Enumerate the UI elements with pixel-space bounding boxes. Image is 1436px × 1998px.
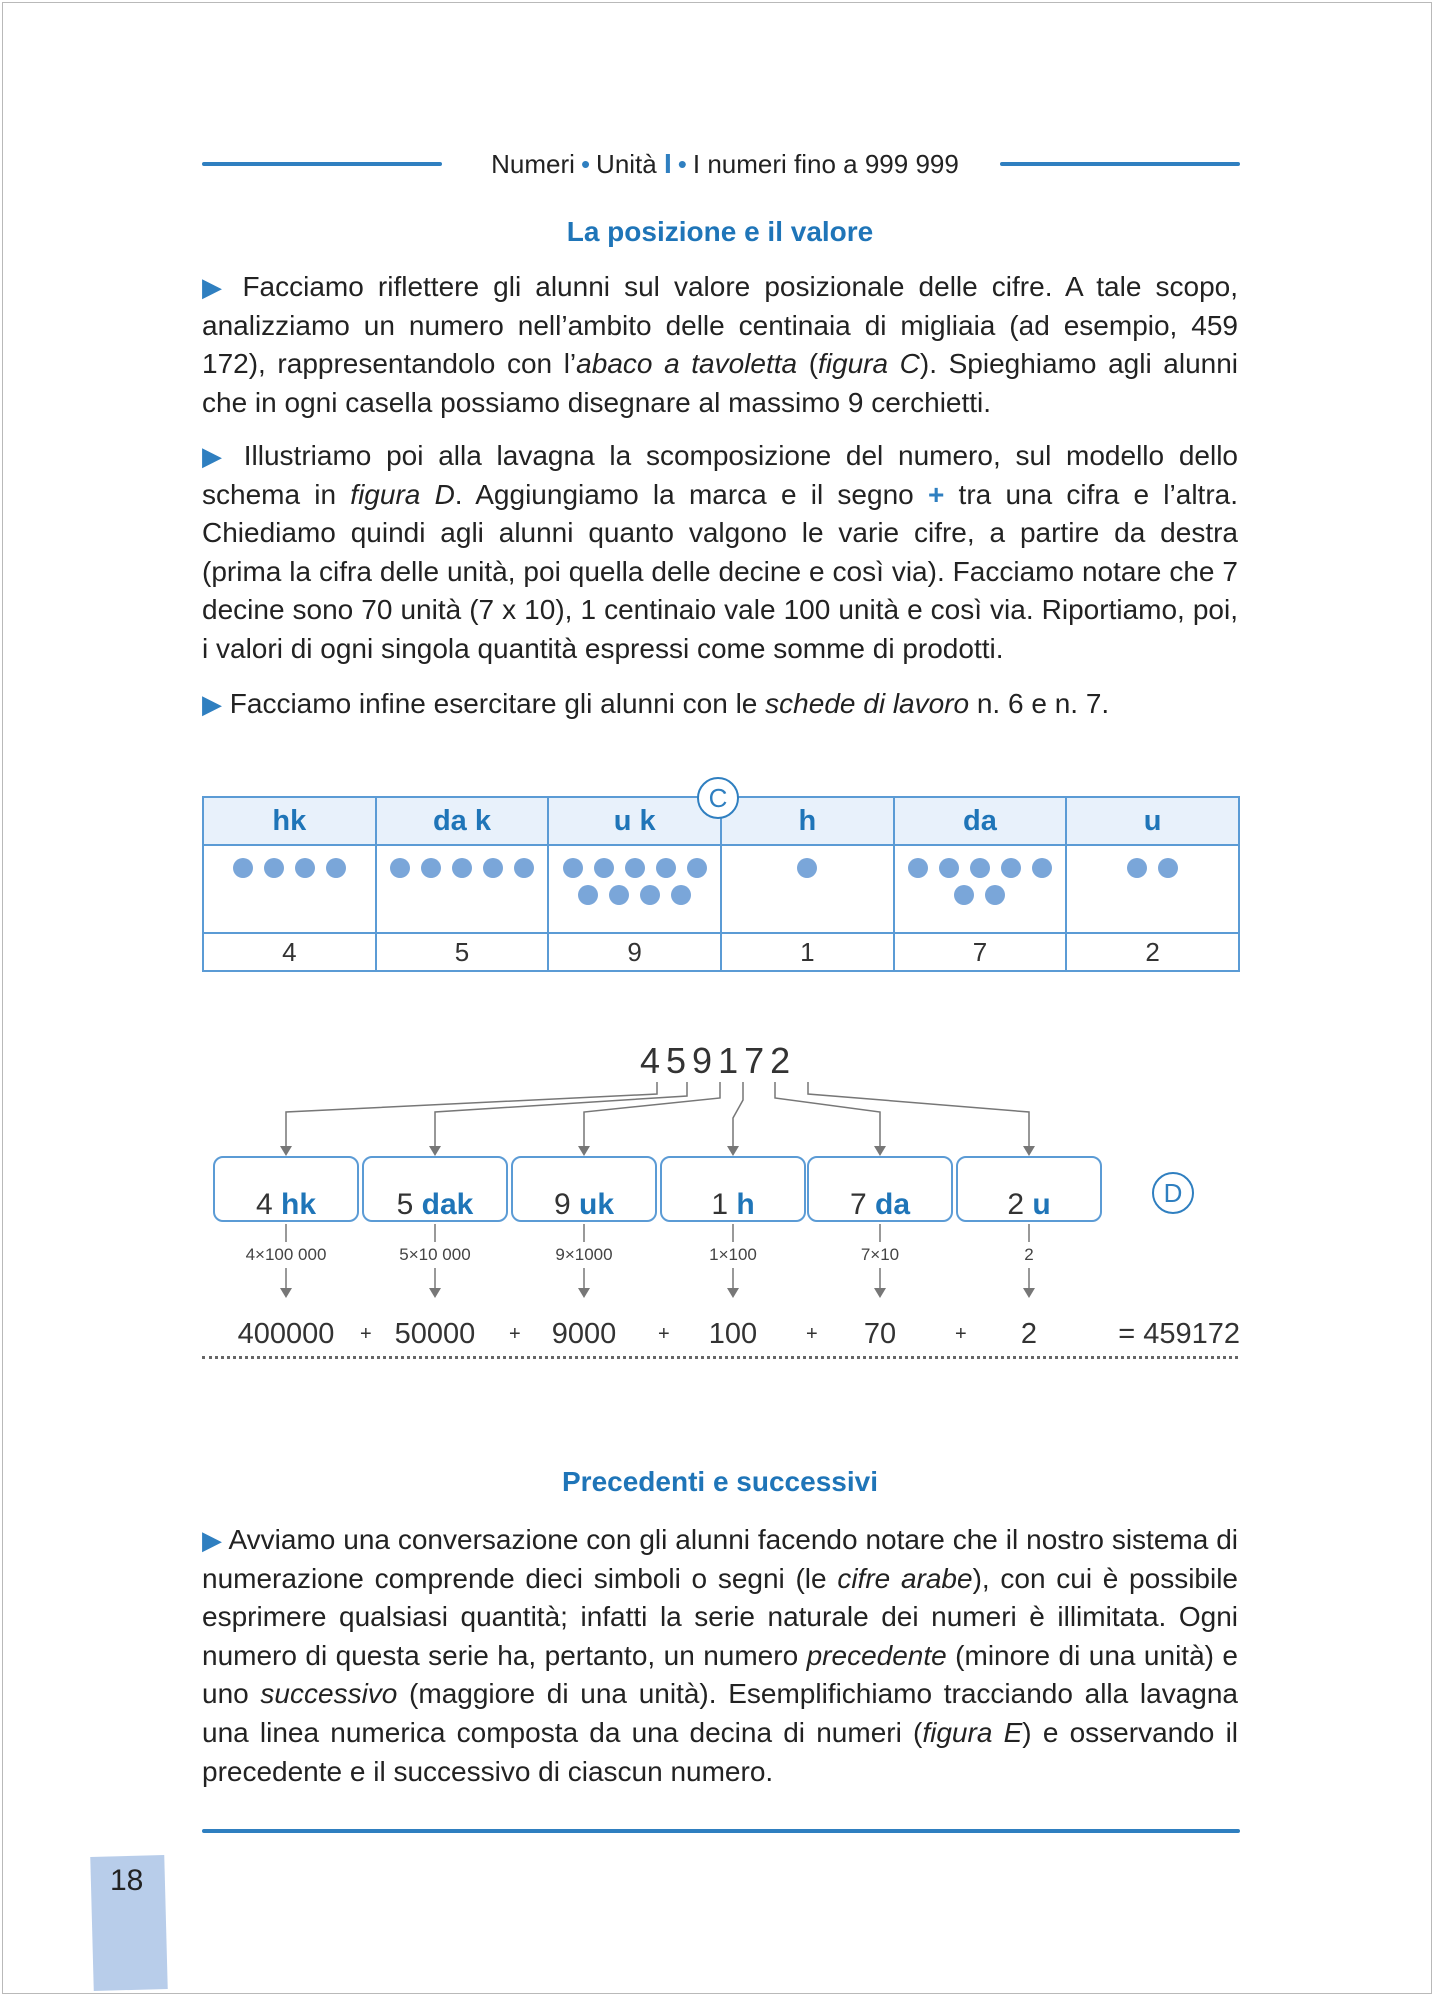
sum-result: = 459172 [1118, 1318, 1240, 1350]
box-unit: h [736, 1188, 755, 1221]
place-value-box [807, 1156, 953, 1222]
text: Facciamo riflettere gli alunni sul valore posizionale delle cifre. A tale scopo, analizziamo un numero nell’ambito delle centinaia di migliaia (ad esempio, 459 172), rappresentandolo con l’ [202, 271, 1239, 380]
box-digit: 9 [553, 1188, 571, 1221]
dotted-separator [202, 1356, 1238, 1359]
abacus-digit-cell: 4 [203, 933, 376, 971]
abacus-header-cell: h [721, 797, 894, 845]
multiplication-label: 1×100 [709, 1245, 757, 1264]
sum-plus: + [806, 1323, 818, 1345]
box-digit: 5 [396, 1188, 414, 1221]
multiplication-label: 5×10 000 [399, 1245, 471, 1264]
text: tra una cifra e l’altra. Chiediamo quindi agli alunni quanto valgono le varie cifre, a partire da destra (prima la cifra delle unità, poi quella delle decine e così via). Facciamo notare che 7 decine sono 70 unità (7 x 10), 1 centinaio vale 100 unità e così via. Riportiamo, poi, i valori di ogni singola quantità espressi come somme di prodotti. [202, 478, 1238, 664]
sum-plus: + [360, 1323, 372, 1345]
text: ), con cui è possibile esprimere qualsiasi quantità; infatti la serie naturale dei numeri è illimitata. Ogni numero di questa serie ha, pertanto, un numero [202, 1562, 1238, 1671]
text-italic: cifre arabe [837, 1562, 973, 1594]
header-unit: Unità [596, 149, 657, 179]
text: ) e osservando il precedente e il successivo di ciascun numero. [202, 1716, 1239, 1787]
section-title-predecessors: Precedenti e successivi [562, 1466, 878, 1497]
place-value-box [956, 1156, 1102, 1222]
sum-term: 70 [863, 1318, 897, 1350]
abacus-digit-cell: 5 [376, 933, 549, 971]
text-italic: figura D [350, 478, 455, 510]
running-header: Numeri • Unità I • I numeri fino a 999 999 [491, 148, 959, 179]
header-unit-number: I [663, 148, 672, 179]
header-section: Numeri [491, 149, 575, 179]
place-value-box [660, 1156, 806, 1222]
place-value-box [362, 1156, 508, 1222]
sum-plus: + [658, 1323, 670, 1345]
sum-term: 2 [1020, 1318, 1038, 1350]
bullet-triangle-icon: ▶ [202, 272, 229, 302]
box-digit: 7 [849, 1188, 867, 1221]
box-unit: dak [421, 1188, 474, 1221]
abacus-header-cell: da [894, 797, 1067, 845]
text: . Aggiungiamo la marca e il segno [454, 478, 928, 510]
multiplication-label: 4×100 000 [245, 1245, 327, 1264]
sum-term: 50000 [394, 1318, 476, 1350]
paragraph-4 [202, 1521, 1238, 1791]
box-unit: u [1032, 1188, 1051, 1221]
abacus-digit-cell: 9 [548, 933, 721, 971]
text: (maggiore di una unità). Esemplifichiamo tracciando alla lavagna una linea numerica composta da una decina di numeri ( [202, 1678, 1238, 1748]
abacus-header-cell: u [1066, 797, 1239, 845]
box-unit: da [875, 1188, 911, 1221]
page-number: 18 [110, 1864, 144, 1897]
sum-term: 100 [708, 1318, 758, 1350]
section-title-position-value: La posizione e il valore [566, 216, 874, 247]
box-unit: uk [579, 1188, 615, 1221]
abacus-digit-cell: 7 [894, 933, 1067, 971]
text-italic: successivo [260, 1678, 398, 1710]
decomposed-number: 459172 [640, 1040, 797, 1081]
text: Facciamo infine esercitare gli alunni con le [229, 688, 766, 719]
text: n. 6 e n. 7. [969, 688, 1110, 719]
text: ). Spieghiamo agli alunni che in ogni casella possiamo disegnare al massimo 9 cerchietti. [202, 348, 1239, 418]
box-digit: 2 [1007, 1188, 1024, 1221]
bullet-triangle-icon: ▶ [202, 1525, 223, 1555]
abacus-header-cell: hk [203, 797, 376, 845]
sum-term: 400000 [237, 1318, 335, 1350]
multiplication-label: 9×1000 [555, 1245, 613, 1264]
multiplication-label: 7×10 [860, 1245, 900, 1264]
box-digit: 1 [711, 1188, 728, 1221]
place-value-box [213, 1156, 359, 1222]
figure-c-label: C [697, 777, 739, 819]
place-value-box [511, 1156, 657, 1222]
abacus-header-cell: u k [548, 797, 721, 845]
sum-plus: + [509, 1323, 521, 1345]
multiplication-label: 2 [1024, 1245, 1034, 1264]
footer-rule [202, 1829, 1240, 1833]
box-digit: 4 [255, 1188, 273, 1221]
text-italic: abaco a tavoletta [576, 348, 798, 380]
text-italic: schede di lavoro [765, 688, 970, 719]
text: Illustriamo poi alla lavagna la scomposizione del numero, sul modello dello schema in [202, 440, 1239, 510]
sum-term: 9000 [551, 1318, 617, 1350]
text-italic: figura E [922, 1716, 1023, 1748]
abacus-digit-cell: 1 [721, 933, 894, 971]
abacus-digit-cell: 2 [1066, 933, 1239, 971]
box-unit: hk [281, 1188, 317, 1221]
text: ( [797, 348, 819, 380]
plus-sign: + [927, 478, 945, 510]
bullet-triangle-icon: ▶ [202, 689, 222, 719]
header-topic: I numeri fino a 999 999 [692, 149, 959, 179]
sum-plus: + [955, 1323, 967, 1345]
bullet-triangle-icon: ▶ [202, 441, 229, 471]
text-italic: figura C [818, 348, 920, 380]
abacus-header-cell: da k [376, 797, 549, 845]
figure-d-label: D [1152, 1172, 1194, 1214]
text: Avviamo una conversazione con gli alunni facendo notare che il nostro sistema di numerazione comprende dieci simboli o segni (le [202, 1524, 1238, 1594]
text: (minore di una unità) e uno [202, 1639, 1238, 1710]
text-italic: precedente [806, 1639, 947, 1671]
